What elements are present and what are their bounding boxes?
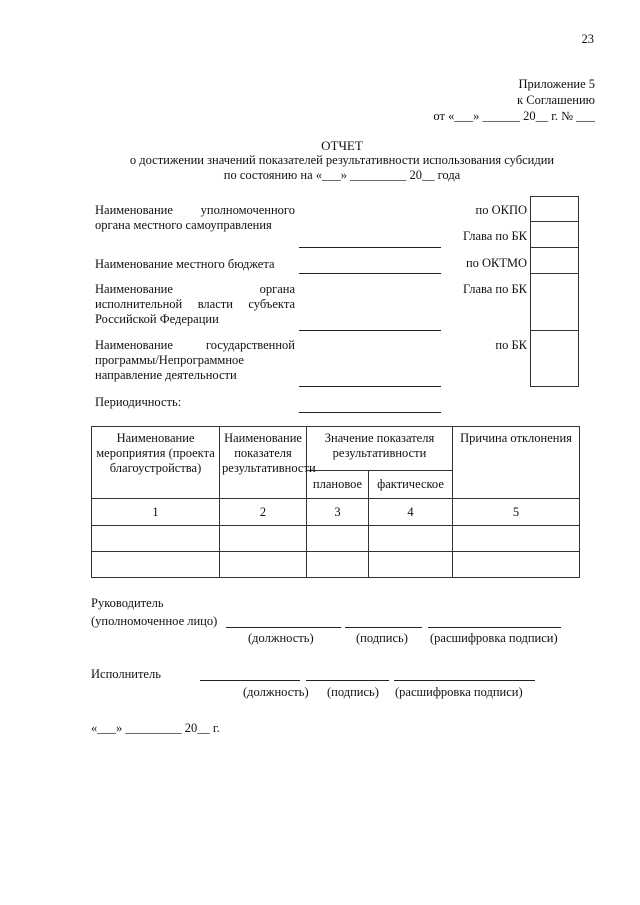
- header-actual: фактическое: [369, 471, 453, 499]
- header-indicator-name: Наименование показателя результативности: [220, 427, 307, 499]
- executor-decoding-line[interactable]: [394, 680, 535, 681]
- appendix-line-3: от «___» ______ 20__ г. № ___: [433, 109, 595, 123]
- label-local-budget: Наименование местного бюджета: [95, 257, 275, 271]
- table-cell[interactable]: [307, 552, 369, 578]
- head-decoding-line[interactable]: [428, 627, 561, 628]
- header-deviation-reason: Причина отклонения: [453, 427, 580, 499]
- head-caption-signature: (подпись): [356, 631, 408, 645]
- code-label-oktmo: по ОКТМО: [465, 256, 527, 270]
- page-number: 23: [581, 32, 594, 46]
- head-caption-position: (должность): [248, 631, 314, 645]
- table-cell[interactable]: [220, 552, 307, 578]
- table-cell[interactable]: [220, 526, 307, 552]
- code-box-okpo[interactable]: [530, 196, 579, 222]
- label-executive-body: Наименование органа исполнительной власти субъекта Российской Федерации: [95, 282, 295, 326]
- header-indicator-value: Значение показателя результативности: [307, 427, 453, 471]
- head-sub-label: (уполномоченное лицо): [91, 614, 218, 628]
- column-number: 1: [92, 499, 220, 526]
- report-title: ОТЧЕТ: [321, 138, 363, 153]
- table-cell[interactable]: [369, 552, 453, 578]
- code-label-okpo: по ОКПО: [475, 203, 527, 217]
- table-cell[interactable]: [92, 526, 220, 552]
- executor-caption-position: (должность): [243, 685, 309, 699]
- code-label-po-bk: по БК: [495, 338, 527, 352]
- field-line-local-budget[interactable]: [299, 273, 441, 274]
- field-line-authorized-body[interactable]: [299, 247, 441, 248]
- table-cell[interactable]: [369, 526, 453, 552]
- code-label-glava-bk-2: Глава по БК: [462, 282, 527, 296]
- executor-caption-signature: (подпись): [327, 685, 379, 699]
- code-box-glava-bk-1[interactable]: [530, 221, 579, 248]
- field-line-program[interactable]: [299, 386, 441, 387]
- head-caption-decoding: (расшифровка подписи): [430, 631, 558, 645]
- table-cell[interactable]: [453, 526, 580, 552]
- appendix-block: [433, 76, 595, 124]
- header-event-name: Наименование мероприятия (проекта благоустройства): [92, 427, 220, 499]
- label-authorized-body: Наименование уполномоченного органа местного самоуправления: [95, 203, 295, 232]
- code-label-glava-bk-1: Глава по БК: [462, 229, 527, 243]
- table-number-row: [92, 499, 580, 526]
- code-box-oktmo[interactable]: [530, 247, 579, 274]
- executor-signature-line[interactable]: [306, 680, 389, 681]
- head-position-line[interactable]: [226, 627, 341, 628]
- header-planned: плановое: [307, 471, 369, 499]
- column-number: 2: [220, 499, 307, 526]
- column-number: 4: [369, 499, 453, 526]
- table-cell[interactable]: [453, 552, 580, 578]
- head-signature-line[interactable]: [345, 627, 422, 628]
- report-date-line: по состоянию на «___» _________ 20__ года: [223, 168, 461, 182]
- results-table: [91, 426, 580, 578]
- column-number: 5: [453, 499, 580, 526]
- table-cell[interactable]: [92, 552, 220, 578]
- appendix-line-1: Приложение 5: [518, 77, 595, 91]
- signature-date-line: «___» _________ 20__ г.: [91, 721, 220, 735]
- report-title-block: [0, 138, 640, 183]
- executor-position-line[interactable]: [200, 680, 300, 681]
- label-program: Наименование государственной программы/Непрограммное направление деятельности: [95, 338, 295, 382]
- table-header-row-1: [92, 427, 580, 471]
- field-line-periodicity[interactable]: [299, 412, 441, 413]
- head-label: Руководитель: [91, 596, 164, 610]
- appendix-line-2: к Соглашению: [517, 93, 595, 107]
- report-subtitle: о достижении значений показателей результативности использования субсидии: [129, 153, 555, 167]
- code-box-po-bk[interactable]: [530, 330, 579, 387]
- executor-label: Исполнитель: [91, 667, 161, 681]
- field-line-executive-body[interactable]: [299, 330, 441, 331]
- column-number: 3: [307, 499, 369, 526]
- code-box-glava-bk-2[interactable]: [530, 273, 579, 331]
- table-row: [92, 552, 580, 578]
- table-row: [92, 526, 580, 552]
- label-periodicity: Периодичность:: [95, 395, 182, 409]
- executor-caption-decoding: (расшифровка подписи): [395, 685, 523, 699]
- table-cell[interactable]: [307, 526, 369, 552]
